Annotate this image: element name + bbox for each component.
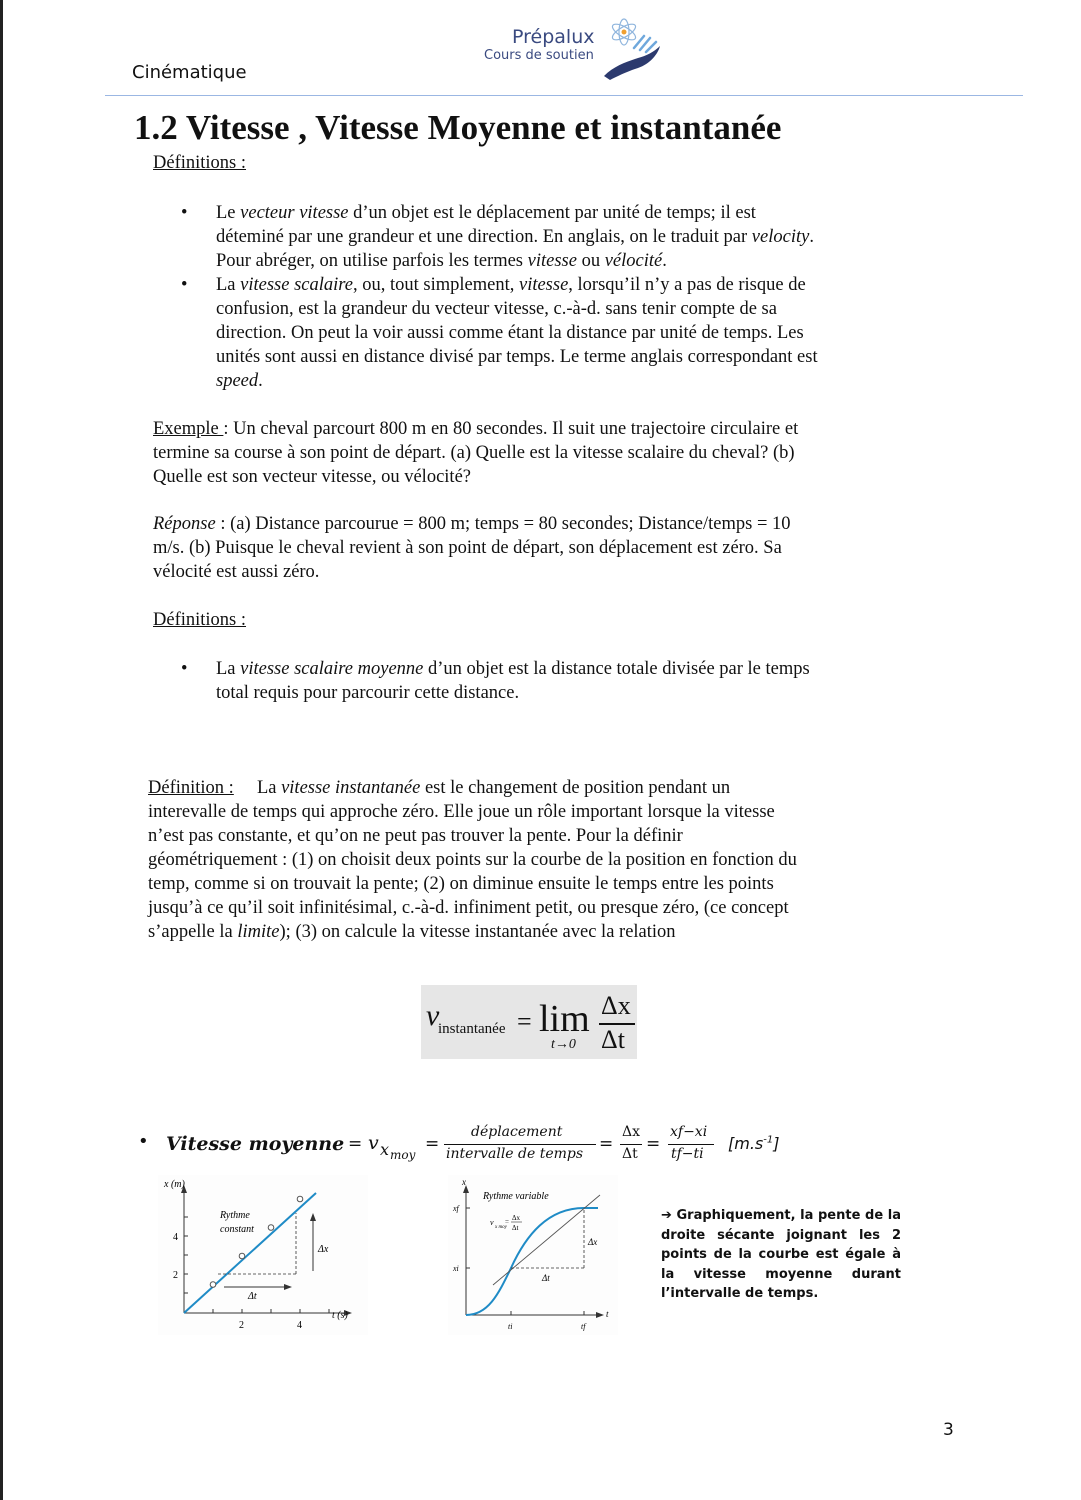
graph-variable-rate [448,1175,618,1335]
definition-instantaneous: Définition : La vitesse instantanée est le changement de position pendant un interevalle de temps qui approche zéro. Elle joue un rôle important lorsque la vitesse n’est pas constante, et qu’on ne peut pas trouver la pente. Pour la définir géométriquement : (1) on choisit deux points sur la courbe de la position en fonction du temp, comme si on trouvait la pente; (2) on diminue ensuite le temps entre les points jusqu’à ce qu’il soit infinitésimal, c.-à-d. infiniment petit, ou presque zéro, (ce concept s’appelle la limite); (3) on calcule la vitesse instantanée avec la relation [148,778,797,942]
graph-constant-rate [158,1175,368,1335]
formula-average-velocity: • Vitesse moyenne = v x moy = déplacement intervalle de temps = Δx Δt = xf−xi tf−ti $[m.s^{-1}]$ [138,1124,780,1162]
svg-text:=: = [505,1218,509,1226]
term-vitesse-scalaire-moyenne: vitesse scalaire moyenne [240,659,424,679]
term-vitesse-scalaire: vitesse scalaire [240,275,353,295]
bullet-vitesse-scalaire-moyenne: • La vitesse scalaire moyenne d’un objet est la distance totale divisée par le temps total requis pour parcourir cette distance. [181,659,810,703]
logo-brand: Prépalux [512,26,595,48]
graph-title: Rythme [220,1210,250,1221]
term-limite: limite [237,922,280,942]
svg-text:Δt: Δt [512,1224,519,1232]
fraction-bar [444,1144,596,1145]
data-point [297,1196,303,1202]
side-note-graphical-interpretation: ➔ Graphiquement, la pente de la droite sécante joignant les 2 points de la courbe est égale à la vitesse moyenne durant l’intervalle de temps. [661,1208,901,1301]
fraction-bar [620,1144,642,1145]
prepalux-logo [480,14,670,84]
definition-label: Définition : [148,778,234,798]
bullet-vitesse-scalaire: • La vitesse scalaire, ou, tout simplement, vitesse, lorsqu’il n’y a pas de risque de confusion, est la grandeur du vecteur vitesse, c.-à-d. sans tenir compte de sa direction. On peut la voir aussi comme étant la distance par unité de temps. Les unités sont aussi en distance divisé par temps. Le terme anglais correspondant est speed. [181,275,818,391]
term-vecteur-vitesse: vecteur vitesse [240,203,349,223]
atom-hand-icon [604,14,668,84]
x-tick: ti [508,1322,513,1331]
definitions-heading: Définitions : [153,153,247,173]
definitions-heading-2: Définitions : [153,610,247,630]
y-axis-label: x [462,1177,466,1187]
fraction-bar [668,1144,714,1145]
y-tick: xf [453,1204,459,1213]
graph-title: constant [220,1224,254,1235]
x-tick: tf [581,1322,586,1331]
y-tick: 4 [173,1232,178,1243]
svg-text:Δx: Δx [512,1214,521,1222]
term-speed: speed [216,371,259,391]
term-velocity: velocity [751,227,810,247]
example-label: Exemple [153,419,224,439]
bullet-dot: • [181,659,188,679]
bullet-dot: • [181,275,188,295]
y-tick: xi [453,1264,459,1273]
bullet-dot: • [181,203,188,223]
svg-text:v: v [490,1218,494,1227]
example-block: Exemple : Un cheval parcourt 800 m en 80 secondes. Il suit une trajectoire circulaire et termine sa course à son point de départ. (a) Quelle est la vitesse scalaire du cheval? (b) Quelle est son vecteur vitesse, ou vélocité? [153,419,799,487]
y-axis-label: x (m) [164,1179,185,1190]
dt-label: Δt [248,1291,257,1302]
formula-instantaneous-velocity: v instantanée = lim t→0 Δx Δt [421,985,637,1059]
page-number: 3 [943,1420,954,1440]
data-point [239,1253,245,1259]
average-velocity-label: Vitesse moyenne [166,1133,345,1155]
y-tick: 2 [173,1270,178,1281]
graph-title: Rythme variable [483,1191,549,1202]
unit: $[m.s^{-1}]$ [728,1134,780,1153]
header-section-title: Cinématique [132,62,247,83]
page-left-edge [0,0,3,1500]
bullet-dot: • [138,1131,149,1152]
logo-tagline: Cours de soutien [484,48,594,63]
dt-label: Δt [542,1273,550,1283]
data-point [210,1282,216,1288]
answer-label: Réponse [153,514,216,534]
svg-text:x moy: x moy [495,1225,507,1230]
x-tick: 4 [297,1320,302,1331]
page-title: 1.2 Vitesse , Vitesse Moyenne et instantanée [134,108,782,147]
x-tick: 2 [239,1320,244,1331]
dx-label: Δx [318,1244,329,1255]
answer-block: Réponse : (a) Distance parcourue = 800 m; temps = 80 secondes; Distance/temps = 10 m/s. (b) Puisque le cheval revient à son point de départ, son déplacement est zéro. Sa vélocité est aussi zéro. [153,514,791,582]
data-point [268,1225,274,1231]
term-vitesse-instantanee: vitesse instantanée [281,778,421,798]
x-axis-label: t [606,1309,609,1319]
bullet-vecteur-vitesse: • Le vecteur vitesse d’un objet est le déplacement par unité de temps; il est déteminé par une grandeur et une direction. En anglais, on le traduit par velocity. Pour abréger, on utilise parfois les termes vitesse ou vélocité. [181,203,814,271]
x-axis-label: t (s) [332,1310,348,1321]
header-rule [105,95,1023,96]
dx-label: Δx [588,1237,598,1247]
